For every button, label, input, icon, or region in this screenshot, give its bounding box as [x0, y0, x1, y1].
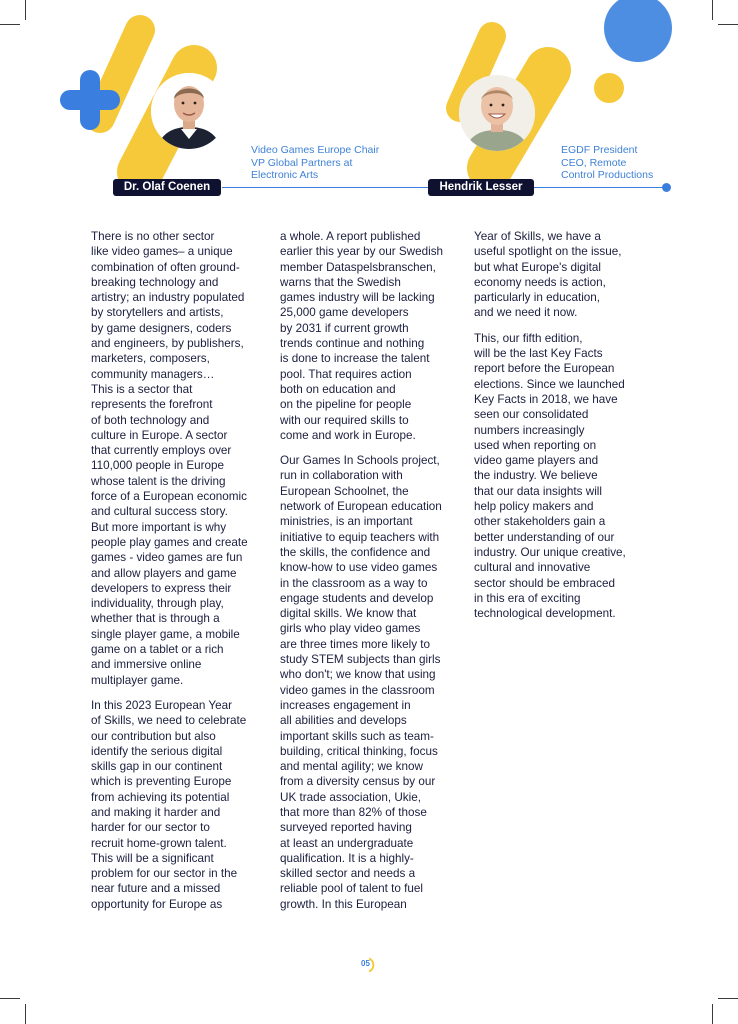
- text-line: skills gap in our continent: [91, 760, 223, 774]
- body-column-1: [91, 229, 271, 922]
- crop-mark: [718, 998, 738, 999]
- text-line: qualification. It is a highly-: [280, 851, 414, 865]
- text-line: recruit home-grown talent.: [91, 836, 227, 850]
- text-line: problem for our sector in the: [91, 867, 238, 881]
- text-line: engage students and develop: [280, 591, 434, 605]
- text-line: in this era of exciting: [474, 591, 581, 605]
- text-line: run in collaboration with: [280, 469, 403, 483]
- text-line: and making it harder and: [91, 805, 221, 819]
- text-line: 110,000 people in Europe: [91, 459, 225, 473]
- text-line: growth. In this European: [280, 897, 407, 911]
- portrait-olaf-coenen: [151, 73, 227, 149]
- text-line: is done to increase the talent: [280, 352, 430, 366]
- text-line: from a diversity census by our: [280, 775, 436, 789]
- text-line: This will be a significant: [91, 851, 214, 865]
- text-line: elections. Since we launched: [474, 377, 625, 391]
- text-line: by 2031 if current growth: [280, 321, 409, 335]
- role-line: Control Productions: [561, 169, 654, 181]
- text-line: other stakeholders gain a: [474, 515, 606, 529]
- text-line: culture in Europe. A sector: [91, 428, 228, 442]
- text-line: study STEM subjects than girls: [280, 653, 441, 667]
- divider-end-dot: [662, 183, 671, 192]
- text-line: member Dataspelsbranschen,: [280, 260, 436, 274]
- text-line: both on education and: [280, 382, 396, 396]
- text-line: sector should be embraced: [474, 576, 615, 590]
- text-line: a whole. A report published: [280, 230, 421, 243]
- text-line: important skills such as team-: [280, 729, 434, 743]
- role-olaf-coenen: [251, 144, 379, 182]
- text-line: This is a sector that: [91, 382, 193, 396]
- text-line: reliable pool of talent to fuel: [280, 882, 423, 896]
- text-line: Year of Skills, we have a: [474, 230, 601, 243]
- text-line: with our required skills to: [280, 413, 409, 427]
- text-line: that more than 82% of those: [280, 805, 427, 819]
- text-line: pool. That requires action: [280, 367, 412, 381]
- portrait-hendrik-lesser: [459, 75, 535, 151]
- role-line: Electronic Arts: [251, 169, 319, 181]
- text-line: network of European education: [280, 500, 442, 514]
- text-line: artistry; an industry populated: [91, 291, 245, 305]
- text-line: community managers…: [91, 367, 215, 381]
- paragraph: [280, 453, 465, 912]
- text-line: harder for our sector to: [91, 821, 210, 835]
- text-line: of Skills, we need to celebrate: [91, 714, 247, 728]
- text-line: and allow players and game: [91, 566, 237, 580]
- role-line: Video Games Europe Chair: [251, 144, 380, 156]
- text-line: multiplayer game.: [91, 673, 184, 687]
- text-line: and mental agility; we know: [280, 760, 423, 774]
- text-line: particularly in education,: [474, 291, 601, 305]
- page-number-text: 05: [361, 959, 370, 968]
- paragraph: [91, 698, 271, 912]
- text-line: and immersive online: [91, 658, 202, 672]
- text-line: and engineers, by publishers,: [91, 337, 244, 351]
- text-line: UK trade association, Ukie,: [280, 790, 421, 804]
- text-line: of both technology and: [91, 413, 210, 427]
- page-number: [358, 957, 380, 973]
- text-line: In this 2023 European Year: [91, 698, 233, 712]
- text-line: ministries, is an important: [280, 515, 413, 529]
- body-column-2: [280, 229, 465, 922]
- text-line: video games in the classroom: [280, 683, 435, 697]
- text-line: This, our fifth edition,: [474, 331, 583, 345]
- text-line: earlier this year by our Swedish: [280, 245, 444, 259]
- text-line: know-how to use video games: [280, 561, 438, 575]
- paragraph: [474, 331, 654, 622]
- divider-line: [534, 187, 664, 188]
- text-line: who don't; we know that using: [280, 668, 436, 682]
- crop-mark: [712, 1004, 713, 1024]
- text-line: initiative to equip teachers with: [280, 530, 440, 544]
- text-line: There is no other sector: [91, 230, 215, 243]
- role-line: VP Global Partners at: [251, 156, 353, 169]
- text-line: from achieving its potential: [91, 790, 230, 804]
- text-line: whose talent is the driving: [91, 474, 226, 488]
- text-line: our contribution but also: [91, 729, 216, 743]
- role-hendrik-lesser: [561, 144, 653, 182]
- text-line: people play games and create: [91, 535, 248, 549]
- text-line: games - video games are fun: [91, 551, 243, 565]
- text-line: game on a tablet or a rich: [91, 643, 224, 657]
- text-line: that our data insights will: [474, 484, 602, 498]
- text-line: technological development.: [474, 607, 616, 621]
- text-line: will be the last Key Facts: [474, 347, 603, 361]
- text-line: industry. Our unique creative,: [474, 545, 626, 559]
- role-line: CEO, Remote: [561, 156, 627, 169]
- text-line: used when reporting on: [474, 438, 597, 452]
- text-line: force of a European economic: [91, 490, 247, 504]
- paragraph: [474, 229, 654, 321]
- text-line: represents the forefront: [91, 398, 213, 412]
- divider-line: [222, 187, 428, 188]
- text-line: whether that is through a: [91, 612, 220, 626]
- crop-mark: [25, 1004, 26, 1024]
- text-line: economy needs is action,: [474, 275, 606, 289]
- role-line: EGDF President: [561, 144, 638, 156]
- paragraph: [280, 229, 465, 443]
- text-line: on the pipeline for people: [280, 398, 412, 412]
- text-line: all abilities and develops: [280, 714, 407, 728]
- text-line: skilled sector and needs a: [280, 867, 416, 881]
- text-line: report before the European: [474, 362, 615, 376]
- text-line: surveyed reported having: [280, 821, 412, 835]
- text-line: and cultural success story.: [91, 505, 228, 519]
- text-line: the skills, the confidence and: [280, 545, 431, 559]
- text-line: that currently employs over: [91, 444, 232, 458]
- name-tag-olaf-coenen: Dr. Olaf Coenen: [113, 179, 221, 196]
- text-line: building, critical thinking, focus: [280, 744, 438, 758]
- text-line: useful spotlight on the issue,: [474, 245, 622, 259]
- text-line: combination of often ground-: [91, 260, 240, 274]
- text-line: warns that the Swedish: [280, 275, 401, 289]
- text-line: help policy makers and: [474, 500, 594, 514]
- text-line: breaking technology and: [91, 275, 219, 289]
- text-line: trends continue and nothing: [280, 337, 425, 351]
- text-line: individuality, through play,: [91, 597, 224, 611]
- paragraph: [91, 229, 271, 688]
- text-line: but what Europe's digital: [474, 260, 601, 274]
- text-line: the industry. We believe: [474, 469, 598, 483]
- text-line: are three times more likely to: [280, 637, 431, 651]
- text-line: which is preventing Europe: [91, 775, 232, 789]
- text-line: come and work in Europe.: [280, 428, 416, 442]
- text-line: like video games– a unique: [91, 245, 233, 259]
- text-line: by storytellers and artists,: [91, 306, 224, 320]
- text-line: opportunity for Europe as: [91, 897, 223, 911]
- text-line: Our Games In Schools project,: [280, 454, 440, 468]
- text-line: near future and a missed: [91, 882, 221, 896]
- text-line: Key Facts in 2018, we have: [474, 392, 618, 406]
- text-line: at least an undergraduate: [280, 836, 414, 850]
- text-line: better understanding of our: [474, 530, 615, 544]
- text-line: in the classroom as a way to: [280, 576, 428, 590]
- crop-mark: [0, 998, 20, 999]
- text-line: by game designers, coders: [91, 321, 232, 335]
- text-line: digital skills. We know that: [280, 607, 417, 621]
- text-line: seen our consolidated: [474, 408, 589, 422]
- text-line: But more important is why: [91, 520, 227, 534]
- text-line: single player game, a mobile: [91, 627, 240, 641]
- name-tag-hendrik-lesser: Hendrik Lesser: [428, 179, 534, 196]
- text-line: increases engagement in: [280, 698, 411, 712]
- text-line: and we need it now.: [474, 306, 578, 320]
- text-line: girls who play video games: [280, 622, 421, 636]
- text-line: games industry will be lacking: [280, 291, 435, 305]
- text-line: numbers increasingly: [474, 423, 585, 437]
- text-line: 25,000 game developers: [280, 306, 409, 320]
- text-line: identify the serious digital: [91, 744, 223, 758]
- text-line: developers to express their: [91, 581, 232, 595]
- body-column-3: [474, 229, 654, 631]
- text-line: video game players and: [474, 454, 599, 468]
- text-line: marketers, composers,: [91, 352, 210, 366]
- text-line: cultural and innovative: [474, 561, 591, 575]
- text-line: European Schoolnet, the: [280, 484, 409, 498]
